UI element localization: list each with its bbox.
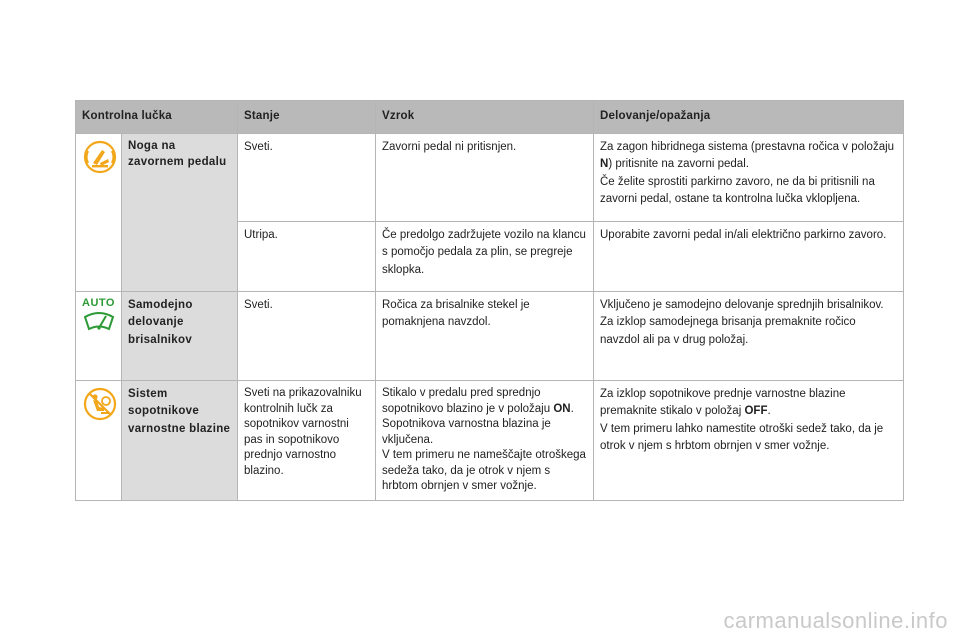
- action-cell: Uporabite zavorni pedal in/ali električno parkirno zavoro.: [594, 222, 904, 292]
- state-cell: Sveti.: [238, 134, 376, 222]
- action-text-part: ) pritisnite na zavorni pedal.: [608, 158, 749, 171]
- cause-cell: Ročica za brisalnike stekel je pomaknjena navzdol.: [376, 292, 594, 381]
- cause-text-part: .: [570, 402, 574, 415]
- cause-text-part: Stikalo v predalu pred sprednjo sopotnikovo blazino je v položaju: [382, 387, 554, 415]
- auto-label: AUTO: [82, 297, 115, 309]
- gear-position-label: N: [600, 158, 609, 171]
- header-warning-light: Kontrolna lučka: [76, 101, 238, 134]
- icon-cell: [76, 134, 122, 292]
- action-text-part: Za izklop sopotnikove prednje varnostne blazine premaknite stikalo v položaj: [600, 388, 846, 418]
- cause-cell: Zavorni pedal ni pritisnjen.: [376, 134, 594, 222]
- icon-cell: [76, 381, 122, 501]
- watermark: carmanualsonline.info: [723, 608, 948, 633]
- warning-lights-table: [75, 100, 904, 501]
- header-cause: Vzrok: [376, 101, 594, 134]
- switch-position-label: OFF: [744, 405, 768, 418]
- action-text: [600, 386, 897, 421]
- icon-cell: [76, 292, 122, 381]
- action-text-part: .: [767, 405, 771, 418]
- cause-cell: Če predolgo zadržujete vozilo na klancu s pomočjo pedala za plin, se pregreje sklopka.: [376, 222, 594, 292]
- table-row: [76, 292, 904, 381]
- action-cell: [594, 292, 904, 381]
- action-text: [600, 139, 897, 174]
- action-text: V tem primeru lahko namestite otroški sedež tako, da je otrok v njem s hrbtom obrnjen v smer vožnje.: [600, 422, 884, 452]
- foot-on-brake-pedal-icon: [82, 139, 118, 181]
- table-row: [76, 381, 904, 501]
- table-row: [76, 134, 904, 222]
- auto-wipers-icon: [82, 297, 116, 339]
- header-action: Delovanje/opažanja: [594, 101, 904, 134]
- state-cell: Sveti na prikazovalniku kontrolnih lučk za sopotnikov varnostni pas in sopotnikovo prednjo varnostno blazino.: [238, 381, 376, 501]
- action-cell: [594, 381, 904, 501]
- row-label: Samodejno delovanje brisalnikov: [122, 292, 238, 381]
- state-cell: Utripa.: [238, 222, 376, 292]
- action-text-part: Za zagon hibridnega sistema (prestavna ročica v položaju: [600, 141, 895, 153]
- table-header-row: [76, 101, 904, 134]
- header-state: Stanje: [238, 101, 376, 134]
- action-text: Vključeno je samodejno delovanje sprednjih brisalnikov.: [600, 299, 884, 311]
- switch-position-label: ON: [553, 402, 571, 415]
- action-text: Če želite sprostiti parkirno zavoro, ne da bi pritisnili na zavorni pedal, ostane ta kontrolna lučka vklopljena.: [600, 175, 875, 205]
- row-label: Noga na zavornem pedalu: [122, 134, 238, 292]
- cause-text: Sopotnikova varnostna blazina je vključena.: [382, 418, 551, 446]
- action-cell: [594, 134, 904, 222]
- passenger-airbag-off-icon: [82, 386, 118, 428]
- action-text: Za izklop samodejnega brisanja premaknite ročico navzdol ali pa v drug položaj.: [600, 316, 856, 346]
- row-label: Sistem sopotnikove varnostne blazine: [122, 381, 238, 501]
- cause-cell: [376, 381, 594, 501]
- cause-text: [382, 386, 587, 417]
- cause-text: V tem primeru ne nameščajte otroškega sedeža tako, da je otrok v njem s hrbtom obrnjen v smer vožnje.: [382, 449, 586, 493]
- state-cell: Sveti.: [238, 292, 376, 381]
